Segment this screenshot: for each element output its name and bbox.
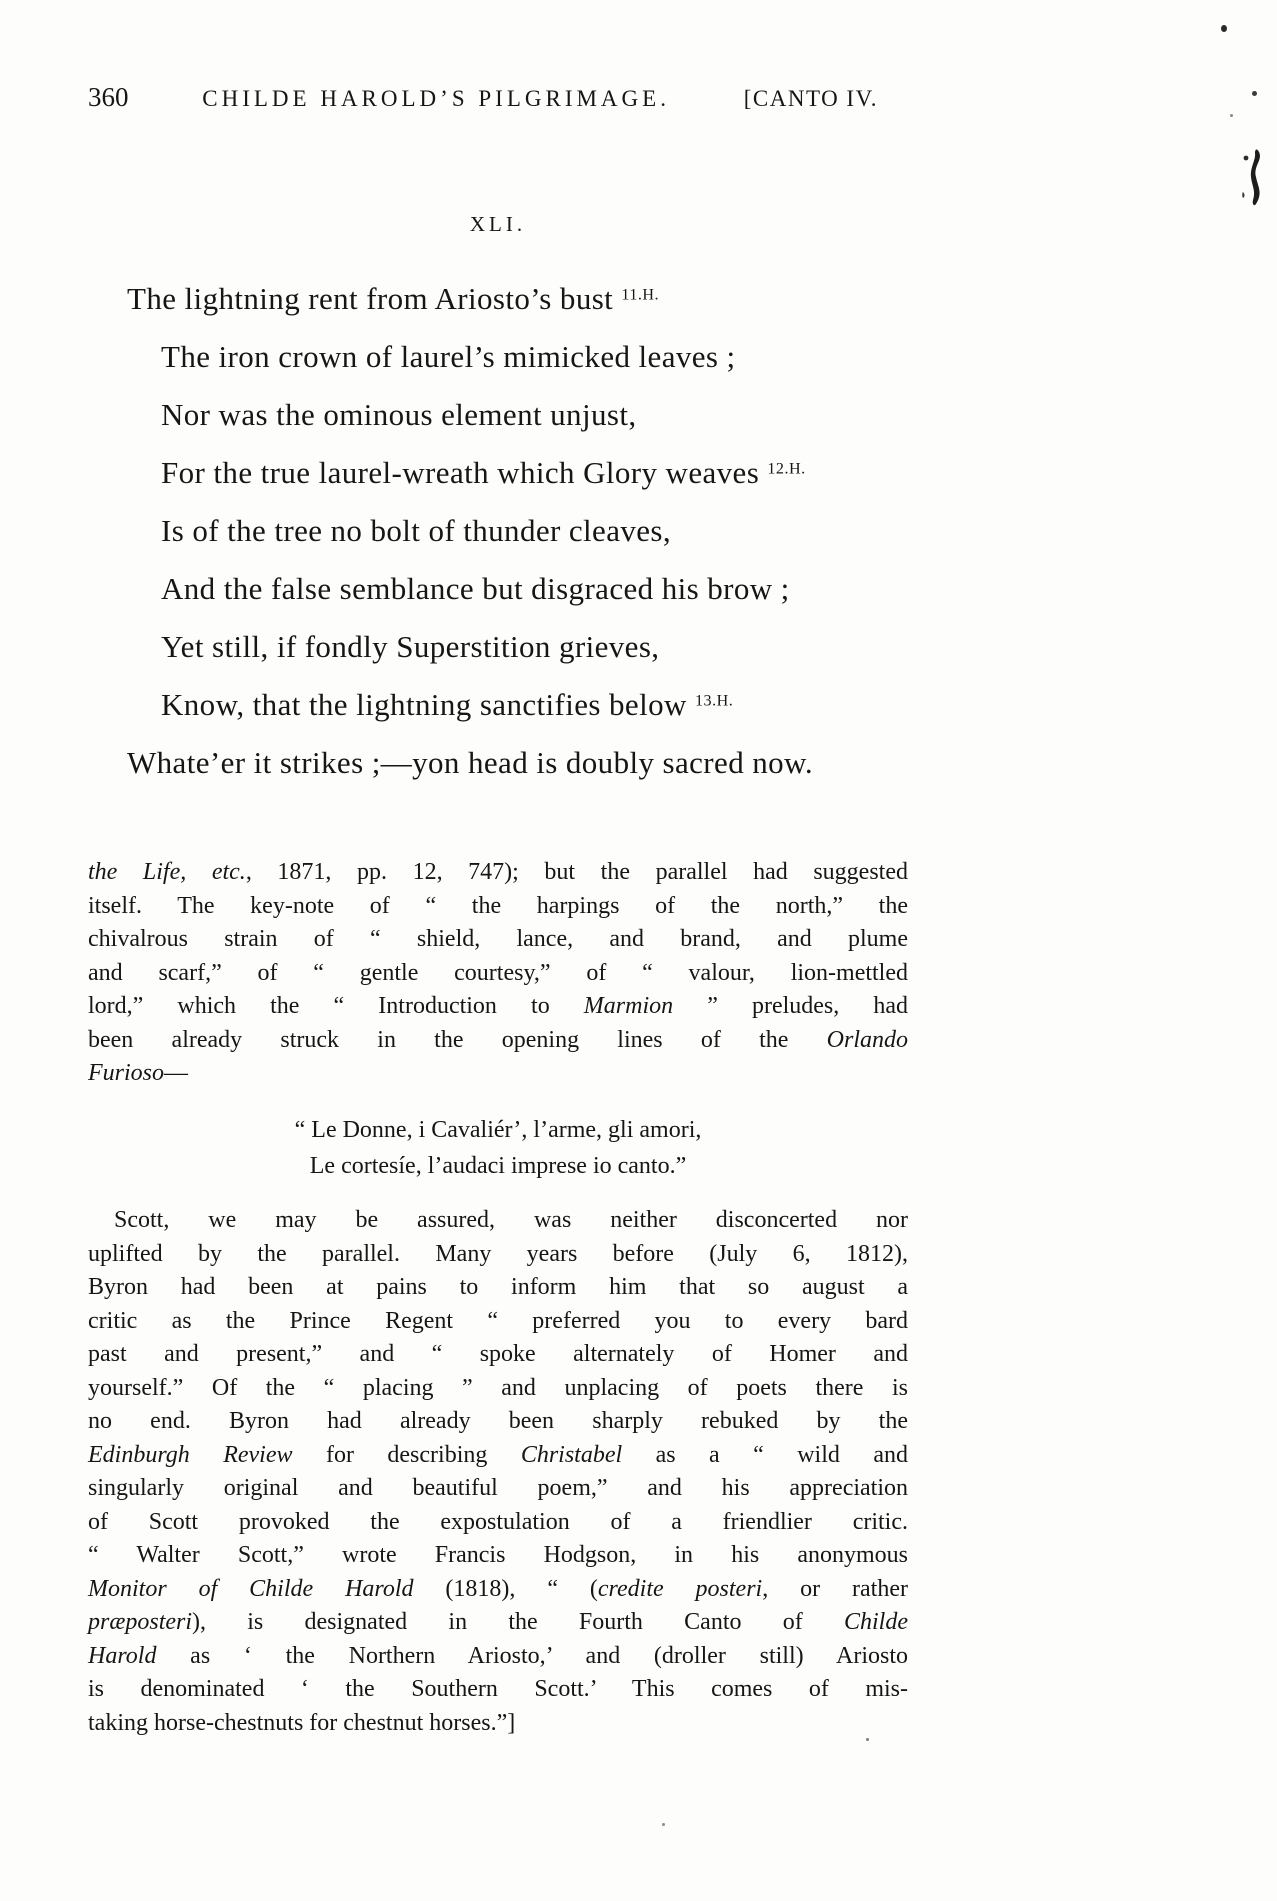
poem-line: For the true laurel-wreath which Glory weaves $^{12.H.}$ <box>161 455 806 490</box>
footnote-line: Furioso— <box>88 1060 189 1086</box>
running-head <box>88 82 878 113</box>
footnote-line: Harold as ‘ the Northern Ariosto,’ and (droller still) Ariosto <box>88 1642 908 1669</box>
stanza-number: XLI. <box>469 212 527 236</box>
ink-speck <box>1221 25 1227 32</box>
footnote-line: of Scott provoked the expostulation of a friendlier critic. <box>88 1508 908 1535</box>
footnote-line: Byron had been at pains to inform him that so august a <box>88 1274 908 1300</box>
footnote-line: yourself.” Of the “ placing ” and unplacing of poets there is <box>88 1374 908 1401</box>
footnote-line: lord,” which the “ Introduction to Marmion ” preludes, had <box>88 993 909 1019</box>
poem-line: The iron crown of laurel’s mimicked leaves ; <box>161 339 736 374</box>
ink-speck <box>866 1738 869 1741</box>
canto-label: [CANTO IV. <box>743 86 878 111</box>
ink-speck <box>662 1823 665 1826</box>
footnote-line: past and present,” and “ spoke alternately of Homer and <box>88 1341 908 1367</box>
footnote-line: the Life, etc., 1871, pp. 12, 747); but the parallel had suggested <box>88 859 908 885</box>
footnote-line: Monitor of Childe Harold (1818), “ (credite posteri, or rather <box>88 1575 908 1602</box>
footnote-paragraph-1 <box>88 856 908 1091</box>
poem-stanza <box>127 270 967 792</box>
poem-line: Is of the tree no bolt of thunder cleaves, <box>161 513 672 548</box>
footnote-line: taking horse-chestnuts for chestnut horses.”] <box>88 1709 516 1736</box>
poem-line: Know, that the lightning sanctifies below $^{13.H.}$ <box>161 687 734 722</box>
footnote-paragraph-2 <box>88 1204 908 1740</box>
quote-line: “ Le Donne, i Cavaliér’, l’arme, gli amori, <box>294 1117 702 1143</box>
footnote-line: is denominated ‘ the Southern Scott.’ This comes of mis- <box>88 1676 908 1702</box>
verse-quote <box>88 1112 908 1184</box>
poem-line: Yet still, if fondly Superstition grieves, <box>161 629 660 664</box>
footnote-line: and scarf,” of “ gentle courtesy,” of “ valour, lion-mettled <box>88 959 908 986</box>
quote-line: Le cortesíe, l’audaci imprese io canto.” <box>309 1153 687 1179</box>
ink-speck <box>1252 91 1257 96</box>
poem-line: The lightning rent from Ariosto’s bust $^{11.H.}$ <box>127 281 660 316</box>
footnote-line: singularly original and beautiful poem,” and his appreciation <box>88 1475 908 1501</box>
poem-line: Whate’er it strikes ;—yon head is doubly sacred now. <box>127 745 813 780</box>
footnote-line: Edinburgh Review for describing Christabel as a “ wild and <box>88 1441 908 1468</box>
poem-line: Nor was the ominous element unjust, <box>161 397 637 432</box>
running-title: CHILDE HAROLD’S PILGRIMAGE. <box>202 86 670 111</box>
footnote-line: Scott, we may be assured, was neither disconcerted nor <box>114 1207 908 1233</box>
footnote-line: critic as the Prince Regent “ preferred you to every bard <box>88 1307 908 1334</box>
footnote-line: been already struck in the opening lines of the Orlando <box>88 1026 908 1053</box>
ink-blot <box>1240 146 1268 208</box>
footnote-line: no end. Byron had already been sharply rebuked by the <box>88 1408 908 1434</box>
footnote-line: uplifted by the parallel. Many years before (July 6, 1812), <box>88 1240 908 1267</box>
footnote-line: “ Walter Scott,” wrote Francis Hodgson, in his anonymous <box>88 1542 908 1568</box>
poem-line: And the false semblance but disgraced his brow ; <box>161 571 790 606</box>
footnote-line: præposteri), is designated in the Fourth Canto of Childe <box>88 1609 908 1635</box>
footnote-line: chivalrous strain of “ shield, lance, and brand, and plume <box>88 926 908 952</box>
page-number: 360 <box>88 82 129 112</box>
ink-speck <box>1230 114 1233 117</box>
footnote-line: itself. The key-note of “ the harpings of the north,” the <box>88 892 908 919</box>
